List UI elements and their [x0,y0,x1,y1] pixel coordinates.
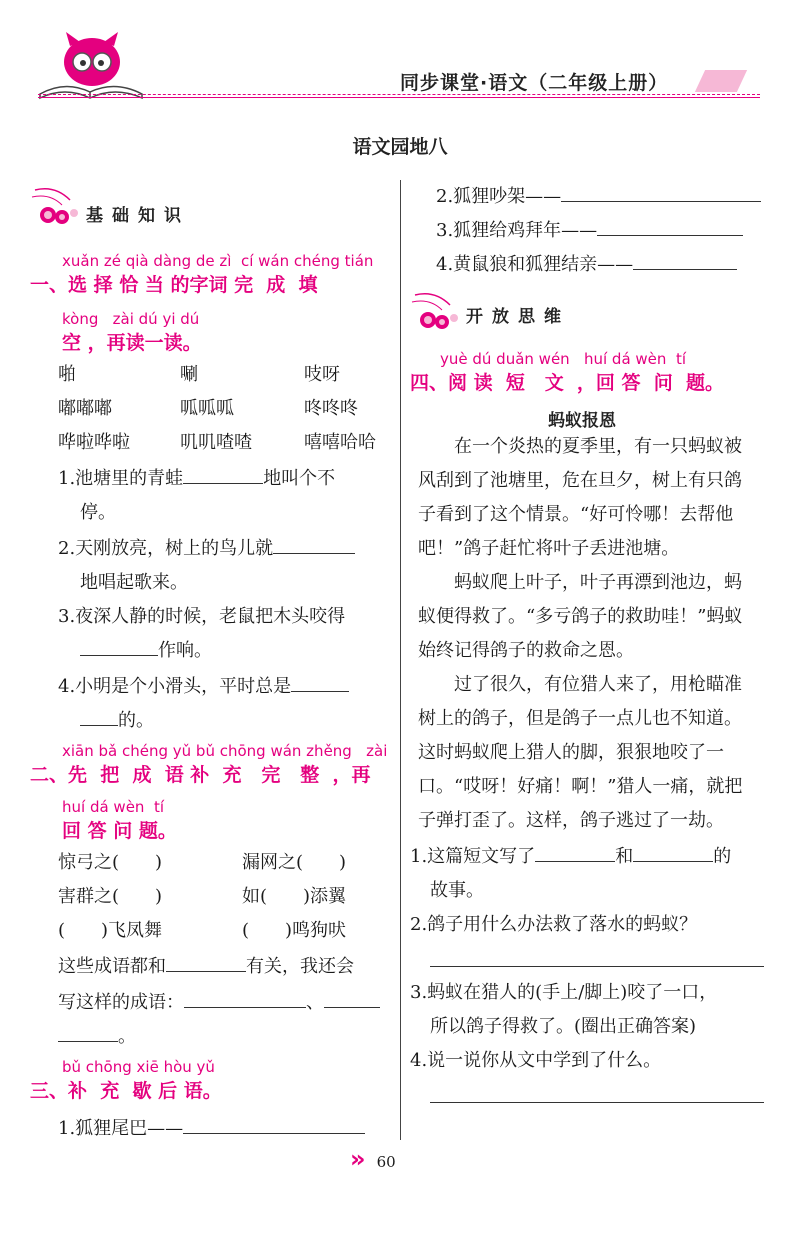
q2-fill-1 [58,950,354,984]
q1-item-1 [58,462,335,496]
q1-pinyin-2: kòng zài dú yi dú [62,310,200,328]
q2-fill-3 [58,1020,136,1054]
word-option: 哗啦哗啦 [58,432,130,453]
q1-item-2-cont: 地唱起歌来。 [80,572,188,593]
answer-blank[interactable] [184,987,306,1008]
page-footer [350,1145,396,1171]
q1-item-1-text-b: 地叫个不 [263,468,336,489]
q4-question-3: 3.蚂蚁在猎人的(手上/脚上)咬了一口， [410,982,718,1003]
q4-q1-text: 1.这篇短文写了 [410,846,536,867]
passage-line: 在一个炎热的夏季里，有一只蚂蚁被 [418,436,742,457]
owl-book-logo [30,32,150,102]
q2-pinyin-1: xiān bǎ chéng yǔ bǔ chōng wán zhěng zài [62,742,388,760]
header-title: 同步课堂·语文（二年级上册） [400,72,669,94]
answer-blank[interactable] [183,1113,365,1134]
answer-blank[interactable] [58,1021,118,1042]
section-badge-label: 开放思维 [466,307,570,327]
answer-blank[interactable] [273,533,355,554]
passage-line: 蚂蚁爬上叶子，叶子再漂到池边，蚂 [418,572,742,593]
answer-blank[interactable] [80,635,158,656]
answer-blank[interactable] [80,705,118,726]
passage-line: 过了很久，有位猎人来了，用枪瞄准 [418,674,742,695]
q4-question-4: 4.说一说你从文中学到了什么。 [410,1050,662,1071]
q1-item-2-text: 2.天刚放亮，树上的鸟儿就 [58,538,274,559]
q1-item-4-cont [80,704,154,738]
q4-question-1 [410,840,731,874]
q2-fill-1-text: 这些成语都和 [58,956,166,977]
q2-fill-2 [58,986,380,1020]
flower-badge-icon [410,290,470,340]
passage-line: 树上的鸽子，但是鸽子一点儿也不知道。 [418,708,742,729]
word-option: 吱呀 [304,364,340,385]
q4-heading: 四、阅 读 短 文 ，回 答 问 题。 [410,372,724,394]
word-option: 嘻嘻哈哈 [304,432,376,453]
double-chevron-icon: » [350,1145,366,1173]
passage-line: 子弹打歪了。这样，鸽子逃过了一劫。 [418,810,724,831]
passage [418,430,770,838]
word-option: 咚咚咚 [304,398,358,419]
q1-heading-2: 空 ，再读一读。 [62,332,202,354]
passage-line: 风刮到了池塘里，危在旦夕，树上有只鸽 [418,470,742,491]
q2-fill-2-sep: 、 [306,992,324,1013]
word-option: 啪 [58,364,76,385]
answer-blank[interactable] [324,987,380,1008]
answer-blank[interactable] [166,951,246,972]
q1-heading-1: 一、选 择 恰 当 的字词 完 成 填 [30,274,318,296]
answer-blank[interactable] [183,463,263,484]
idiom-item[interactable]: 惊弓之( ) [58,852,163,873]
answer-line[interactable] [430,966,764,967]
q1-item-3-cont [80,634,212,668]
page-title: 语文园地八 [352,136,448,158]
q4-pinyin: yuè dú duǎn wén huí dá wèn tí [440,350,686,368]
page-number: 60 [376,1153,396,1171]
answer-blank[interactable] [633,249,737,270]
q3-item-2 [436,180,761,214]
q4-q1-and: 和 [615,846,634,867]
q2-fill-3-end: 。 [118,1026,136,1047]
q1-item-4-text: 4.小明是个小滑头，平时总是 [58,676,292,697]
q3-item-4 [436,248,737,282]
q1-item-3-tail: 作响。 [158,640,212,661]
passage-line: 子看到了这个情景。“好可怜哪！去帮他 [418,504,734,525]
q1-item-1-cont: 停。 [80,502,116,523]
q3-item-1-text: 1.狐狸尾巴—— [58,1118,184,1139]
word-option: 呱呱呱 [180,398,234,419]
idiom-item[interactable]: 如( )添翼 [242,886,347,907]
q1-pinyin-1: xuǎn zé qià dàng de zì cí wán chéng tián [62,252,374,270]
q3-pinyin: bǔ chōng xiē hòu yǔ [62,1058,215,1076]
section-badge-label: 基础知识 [86,206,190,226]
answer-blank[interactable] [633,841,713,862]
answer-line[interactable] [430,1102,764,1103]
section-badge-open-thinking [410,290,610,340]
q3-item-4-text: 4.黄鼠狼和狐狸结亲—— [436,254,634,275]
answer-blank[interactable] [597,215,743,236]
flower-badge-icon [30,185,90,235]
column-divider [400,180,401,1140]
q3-item-1 [58,1112,365,1146]
idiom-item[interactable]: 漏网之( ) [242,852,347,873]
idiom-item[interactable]: ( )鸣狗吠 [242,920,347,941]
q2-heading-2: 回 答 问 题。 [62,820,177,842]
answer-blank[interactable] [561,181,761,202]
q3-item-2-text: 2.狐狸吵架—— [436,186,562,207]
passage-line: 口。“哎呀！好痛！啊！”猎人一痛，就把 [418,776,743,797]
q4-question-2: 2.鸽子用什么办法救了落水的蚂蚁？ [410,914,698,935]
q1-item-3: 3.夜深人静的时候，老鼠把木头咬得 [58,606,346,627]
q1-item-4-tail: 的。 [118,710,154,731]
passage-line: 吧！”鸽子赶忙将叶子丢进池塘。 [418,538,680,559]
passage-line: 这时蚂蚁爬上猎人的脚，狠狠地咬了一 [418,742,724,763]
word-option: 叽叽喳喳 [180,432,252,453]
q4-question-3-cont: 所以鸽子得救了。(圈出正确答案) [430,1016,697,1037]
answer-blank[interactable] [291,671,349,692]
q2-pinyin-2: huí dá wèn tí [62,798,165,816]
answer-blank[interactable] [535,841,615,862]
q1-item-2 [58,532,355,566]
word-option: 嘟嘟嘟 [58,398,112,419]
q2-fill-1-tail: 有关，我还会 [246,956,354,977]
word-option: 唰 [180,364,198,385]
idiom-item[interactable]: ( )飞凤舞 [58,920,163,941]
header-rule-solid [38,97,760,98]
q3-item-3-text: 3.狐狸给鸡拜年—— [436,220,598,241]
q2-heading-1: 二、先 把 成 语 补 充 完 整 ，再 [30,764,371,786]
passage-title: 蚂蚁报恩 [548,411,616,431]
q2-fill-2-text: 写这样的成语： [58,992,184,1013]
passage-line: 始终记得鸽子的救命之恩。 [418,640,634,661]
header-ribbon [695,70,747,92]
passage-line: 蚁便得救了。“多亏鸽子的救助哇！”蚂蚁 [418,606,743,627]
q3-heading: 三、补 充 歇 后 语。 [30,1080,222,1102]
q3-item-3 [436,214,743,248]
q4-question-1-cont: 故事。 [430,880,484,901]
header [0,0,800,110]
section-badge-basics [30,185,230,235]
q1-item-1-text: 1.池塘里的青蛙 [58,468,184,489]
q1-item-4 [58,670,349,704]
idiom-item[interactable]: 害群之( ) [58,886,163,907]
q4-q1-de: 的 [713,846,732,867]
